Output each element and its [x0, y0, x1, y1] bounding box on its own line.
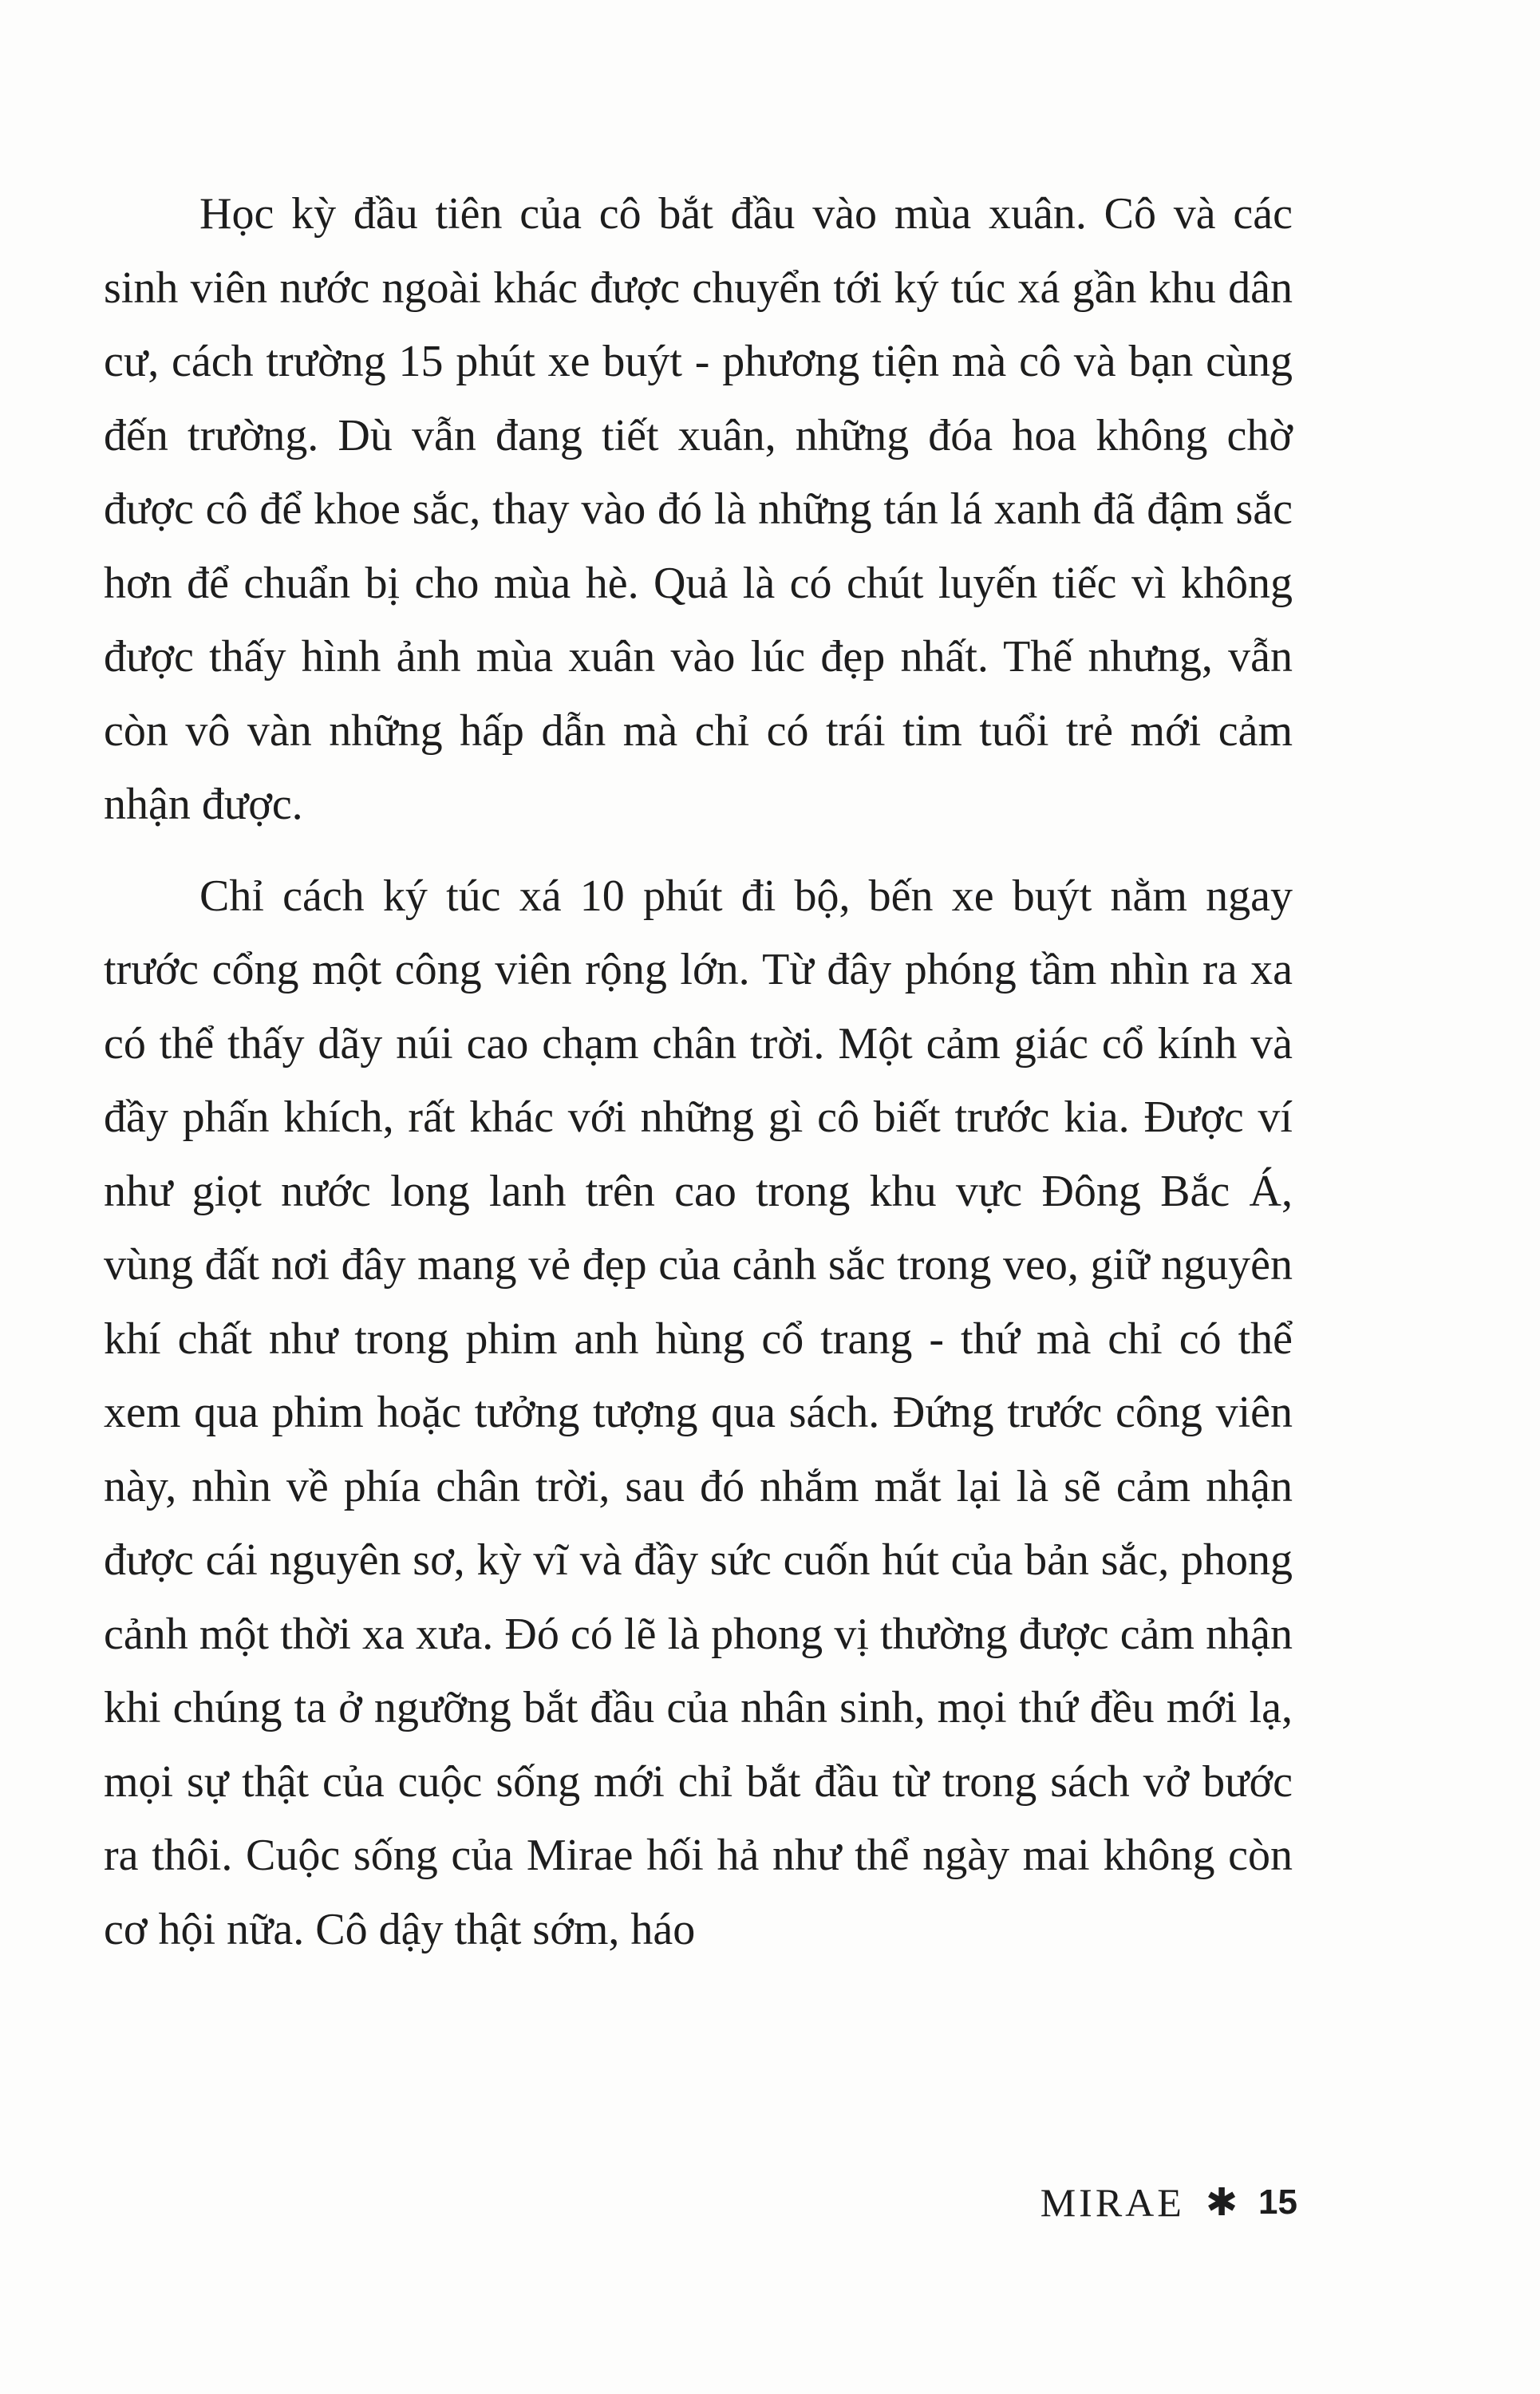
- paragraph-1: Học kỳ đầu tiên của cô bắt đầu vào mùa xuân. Cô và các sinh viên nước ngoài khác được chuyển tới ký túc xá gần khu dân cư, cách trường 15 phút xe buýt - phương tiện mà cô và bạn cùng đến trường. Dù vẫn đang tiết xuân, những đóa hoa không chờ được cô để khoe sắc, thay vào đó là những tán lá xanh đã đậm sắc hơn để chuẩn bị cho mùa hè. Quả là có chút luyến tiếc vì không được thấy hình ảnh mùa xuân vào lúc đẹp nhất. Thế nhưng, vẫn còn vô vàn những hấp dẫn mà chỉ có trái tim tuổi trẻ mới cảm nhận được.: [104, 189, 1293, 829]
- page-number: 15: [1258, 2183, 1297, 2222]
- body-text: [104, 177, 1293, 1966]
- star-icon: ✱: [1205, 2180, 1238, 2225]
- paragraph-2: Chỉ cách ký túc xá 10 phút đi bộ, bến xe buýt nằm ngay trước cổng một công viên rộng lớn. Từ đây phóng tầm nhìn ra xa có thể thấy dãy núi cao chạm chân trời. Một cảm giác cổ kính và đầy phấn khích, rất khác với những gì cô biết trước kia. Được ví như giọt nước long lanh trên cao trong khu vực Đông Bắc Á, vùng đất nơi đây mang vẻ đẹp của cảnh sắc trong veo, giữ nguyên khí chất như trong phim anh hùng cổ trang - thứ mà chỉ có thể xem qua phim hoặc tưởng tượng qua sách. Đứng trước công viên này, nhìn về phía chân trời, sau đó nhắm mắt lại là sẽ cảm nhận được cái nguyên sơ, kỳ vĩ và đầy sức cuốn hút của bản sắc, phong cảnh một thời xa xưa. Đó có lẽ là phong vị thường được cảm nhận khi chúng ta ở ngưỡng bắt đầu của nhân sinh, mọi thứ đều mới lạ, mọi sự thật của cuộc sống mới chỉ bắt đầu từ trong sách vở bước ra thôi. Cuộc sống của Mirae hối hả như thể ngày mai không còn cơ hội nữa. Cô dậy thật sớm, háo: [104, 871, 1293, 1954]
- running-title-logo: MIRAE: [1040, 2180, 1185, 2225]
- page-footer: [954, 2171, 1297, 2234]
